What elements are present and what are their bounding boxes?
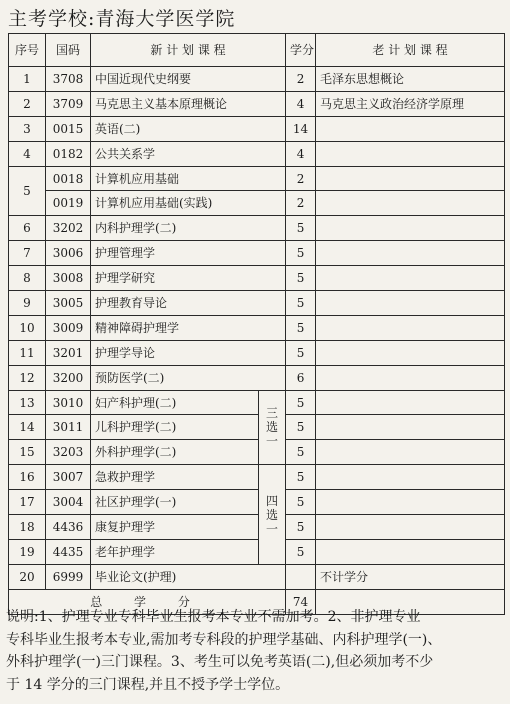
- row-credits: 5: [286, 340, 316, 365]
- row-code: 3708: [46, 67, 91, 92]
- row-course-name: 精神障碍护理学: [91, 315, 286, 340]
- row-old-course: [316, 440, 505, 465]
- school-title: 主考学校:青海大学医学院: [8, 8, 236, 30]
- row-code: 3007: [46, 465, 91, 490]
- row-old-course: [316, 465, 505, 490]
- table-row: [9, 216, 505, 241]
- row-code: 4436: [46, 515, 91, 540]
- row-course-name: 儿科护理学(二): [91, 415, 259, 440]
- row-seq: 15: [9, 440, 46, 465]
- row-code: 3009: [46, 315, 91, 340]
- row-old-course: 马克思主义政治经济学原理: [316, 91, 505, 116]
- row-code: 0015: [46, 116, 91, 141]
- table-row: [9, 539, 505, 564]
- header-old-course: 老 计 划 课 程: [316, 34, 505, 67]
- table-row: [9, 340, 505, 365]
- row-old-course: [316, 116, 505, 141]
- table-row: [9, 241, 505, 266]
- total-credits-label: 总 学 分: [9, 589, 286, 614]
- table-row: [9, 67, 505, 92]
- row-course-name: 老年护理学: [91, 539, 259, 564]
- table-row: [9, 315, 505, 340]
- row-credits: 5: [286, 465, 316, 490]
- group-a-char: 一: [266, 434, 279, 449]
- row-code: 3005: [46, 291, 91, 316]
- row-seq: 19: [9, 539, 46, 564]
- row-credits: 6: [286, 365, 316, 390]
- row-credits: 5: [286, 440, 316, 465]
- header-new-course: 新 计 划 课 程: [91, 34, 286, 67]
- row-seq: 1: [9, 67, 46, 92]
- row-seq: 10: [9, 315, 46, 340]
- row-credits: 2: [286, 191, 316, 216]
- row-seq: 17: [9, 490, 46, 515]
- row-seq: 14: [9, 415, 46, 440]
- row-credits: 5: [286, 539, 316, 564]
- row-course-name: 毕业论文(护理): [91, 564, 286, 589]
- group-a-char: 选: [266, 420, 279, 435]
- row-course-name: 中国近现代史纲要: [91, 67, 286, 92]
- row-seq: 8: [9, 266, 46, 291]
- row-old-course: [316, 315, 505, 340]
- row-credits: 4: [286, 91, 316, 116]
- row-course-name: 护理教育导论: [91, 291, 286, 316]
- row-old-course: [316, 415, 505, 440]
- row-course-name: 社区护理学(一): [91, 490, 259, 515]
- group-a-char: 三: [266, 406, 279, 421]
- row-seq: 5: [9, 166, 46, 216]
- table-row: [9, 390, 505, 415]
- row-credits: 5: [286, 266, 316, 291]
- table-row: [9, 91, 505, 116]
- row-old-course: [316, 365, 505, 390]
- row-course-name: 马克思主义基本原理概论: [91, 91, 286, 116]
- row-course-name: 妇产科护理(二): [91, 390, 259, 415]
- row-course-name: 护理管理学: [91, 241, 286, 266]
- elective-group-choose-one-of-four: [259, 465, 286, 565]
- row-credits: 5: [286, 415, 316, 440]
- header-seq: 序号: [9, 34, 46, 67]
- row-old-course: [316, 141, 505, 166]
- row-course-name: 预防医学(二): [91, 365, 286, 390]
- row-code: 0018: [46, 166, 91, 191]
- row-code: 3202: [46, 216, 91, 241]
- table-row: [9, 141, 505, 166]
- row-course-name: 计算机应用基础(实践): [91, 191, 286, 216]
- row-credits: 5: [286, 241, 316, 266]
- row-code: 3203: [46, 440, 91, 465]
- table-row: [9, 266, 505, 291]
- table-row: [9, 490, 505, 515]
- row-code: 3006: [46, 241, 91, 266]
- course-plan-table: [8, 33, 505, 615]
- notes-block: [6, 606, 504, 696]
- row-credits: 5: [286, 291, 316, 316]
- note-line: 说明:1、护理专业专科毕业生报考本专业不需加考。2、非护理专业: [6, 609, 421, 625]
- note-line: 专科毕业生报考本专业,需加考专科段的护理学基础、内科护理学(一)、: [6, 631, 442, 648]
- row-old-course: 毛泽东思想概论: [316, 67, 505, 92]
- row-code: 6999: [46, 564, 91, 589]
- row-course-name: 外科护理学(二): [91, 440, 259, 465]
- row-course-name: 公共关系学: [91, 141, 286, 166]
- table-row: [9, 365, 505, 390]
- row-seq: 7: [9, 241, 46, 266]
- row-course-name: 康复护理学: [91, 515, 259, 540]
- table-row: [9, 515, 505, 540]
- table-row: [9, 291, 505, 316]
- row-credits: 5: [286, 490, 316, 515]
- table-row: [9, 166, 505, 191]
- row-code: 0182: [46, 141, 91, 166]
- header-code: 国码: [46, 34, 91, 67]
- row-code: 0019: [46, 191, 91, 216]
- row-seq: 3: [9, 116, 46, 141]
- note-line: 于 14 学分的三门课程,并且不授予学士学位。: [6, 676, 290, 693]
- header-credits: 学分: [286, 34, 316, 67]
- row-code: 3200: [46, 365, 91, 390]
- row-old-course: [316, 191, 505, 216]
- row-course-name: 英语(二): [91, 116, 286, 141]
- table-row: [9, 440, 505, 465]
- table-row: [9, 465, 505, 490]
- row-seq: 11: [9, 340, 46, 365]
- row-seq: 9: [9, 291, 46, 316]
- note-line: 外科护理学(一)三门课程。3、考生可以免考英语(二),但必须加考不少: [6, 654, 434, 670]
- row-credits: 5: [286, 216, 316, 241]
- row-credits: 2: [286, 166, 316, 191]
- row-seq: 20: [9, 564, 46, 589]
- row-code: 3201: [46, 340, 91, 365]
- row-seq: 6: [9, 216, 46, 241]
- row-seq: 12: [9, 365, 46, 390]
- row-code: 3010: [46, 390, 91, 415]
- total-credits-value: 74: [286, 589, 316, 614]
- row-course-name: 内科护理学(二): [91, 216, 286, 241]
- row-credits: [286, 564, 316, 589]
- table-row: [9, 415, 505, 440]
- row-seq: 13: [9, 390, 46, 415]
- table-row: [9, 191, 505, 216]
- row-code: 4435: [46, 539, 91, 564]
- row-old-course: [316, 539, 505, 564]
- group-b-char: 选: [266, 507, 279, 522]
- row-credits: 5: [286, 315, 316, 340]
- row-credits: 5: [286, 390, 316, 415]
- row-old-course: 不计学分: [316, 564, 505, 589]
- row-course-name: 护理学导论: [91, 340, 286, 365]
- row-credits: 4: [286, 141, 316, 166]
- row-old-course: [316, 241, 505, 266]
- row-code: 3008: [46, 266, 91, 291]
- row-seq: 18: [9, 515, 46, 540]
- row-code: 3709: [46, 91, 91, 116]
- table-row: [9, 116, 505, 141]
- row-credits: 14: [286, 116, 316, 141]
- row-seq: 2: [9, 91, 46, 116]
- row-course-name: 急救护理学: [91, 465, 259, 490]
- row-code: 3004: [46, 490, 91, 515]
- row-course-name: 护理学研究: [91, 266, 286, 291]
- elective-group-choose-one-of-three: [259, 390, 286, 465]
- row-code: 3011: [46, 415, 91, 440]
- row-old-course: [316, 216, 505, 241]
- row-credits: 2: [286, 67, 316, 92]
- table-header-row: [9, 34, 505, 67]
- row-seq: 4: [9, 141, 46, 166]
- row-old-course: [316, 515, 505, 540]
- row-old-course: [316, 291, 505, 316]
- group-b-char: 一: [266, 521, 279, 536]
- row-course-name: 计算机应用基础: [91, 166, 286, 191]
- row-old-course: [316, 340, 505, 365]
- row-old-course: [316, 490, 505, 515]
- row-seq: 16: [9, 465, 46, 490]
- row-credits: 5: [286, 515, 316, 540]
- table-row: [9, 564, 505, 589]
- group-b-char: 四: [266, 493, 279, 508]
- row-old-course: [316, 266, 505, 291]
- row-old-course: [316, 166, 505, 191]
- row-old-course: [316, 390, 505, 415]
